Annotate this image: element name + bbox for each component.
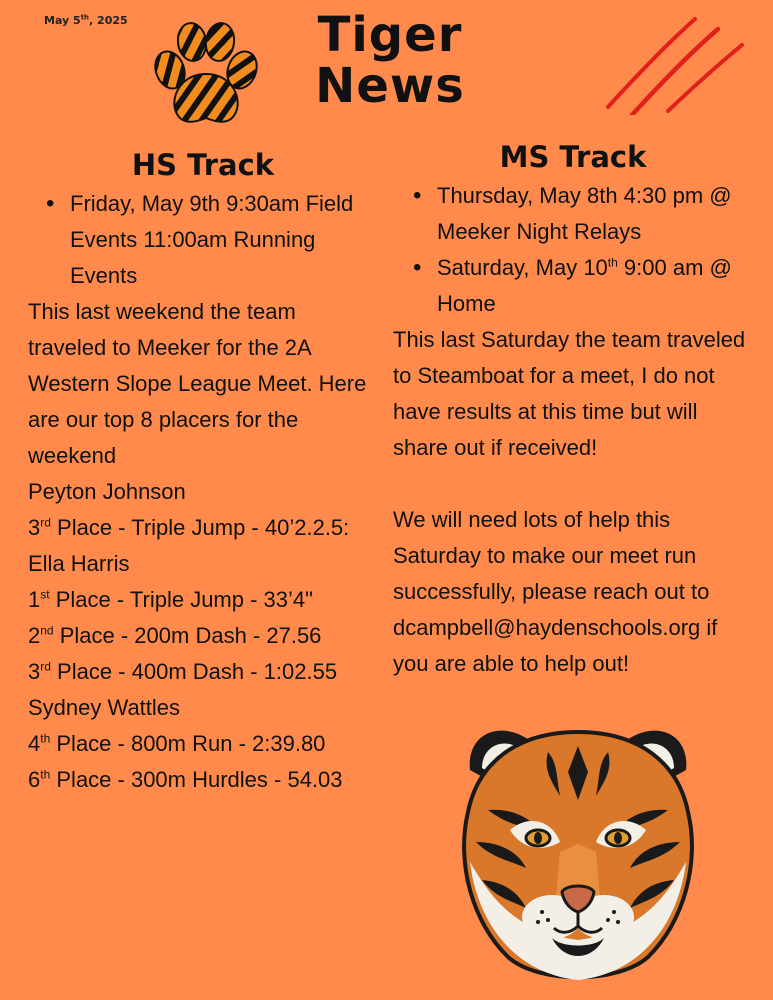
ms-event-item: • Thursday, May 8th 4:30 pm @ Meeker Night Relays xyxy=(437,178,753,250)
result-line: 6th Place - 300m Hurdles - 54.03 xyxy=(28,767,343,792)
ms-help-request: We will need lots of help this Saturday to make our meet run successfully, please reach out to dcampbell@haydenschools.org if you are able to help out! xyxy=(393,507,718,676)
ms-event-list xyxy=(393,178,753,322)
result-line: 4th Place - 800m Run - 2:39.80 xyxy=(28,731,326,756)
athlete-name: Sydney Wattles xyxy=(28,695,181,720)
ms-track-section xyxy=(393,140,753,682)
ms-track-heading: MS Track xyxy=(499,140,647,174)
issue-date: May 5th, 2025 xyxy=(44,13,128,27)
ms-results-note: This last Saturday the team traveled to Steamboat for a meet, I do not have results at this time but will share out if received! xyxy=(393,327,746,460)
result-line: 3rd Place - Triple Jump - 40’2.2.5: xyxy=(28,515,350,540)
hs-intro-text: This last weekend the team traveled to Meeker for the 2A Western Slope League Meet. Here are our top 8 placers for the weekend xyxy=(28,299,367,468)
tiger-head-illustration xyxy=(448,712,708,992)
result-line: 2nd Place - 200m Dash - 27.56 xyxy=(28,623,322,648)
result-line: 3rd Place - 400m Dash - 1:02.55 xyxy=(28,659,338,684)
claw-marks-icon xyxy=(590,15,750,115)
athlete-name: Peyton Johnson xyxy=(28,479,186,504)
newsletter-title: Tiger News xyxy=(315,7,465,114)
athlete-name: Ella Harris xyxy=(28,551,130,576)
ms-event-item: • Saturday, May 10th 9:00 am @ Home xyxy=(437,250,753,322)
hs-event-item: • Friday, May 9th 9:30am Field Events 11:00am Running Events xyxy=(70,186,378,294)
tiger-paw-icon xyxy=(150,18,260,130)
hs-track-section xyxy=(28,148,378,798)
hs-event-list xyxy=(28,186,378,294)
hs-track-heading: HS Track xyxy=(131,148,275,182)
result-line: 1st Place - Triple Jump - 33’4" xyxy=(28,587,313,612)
